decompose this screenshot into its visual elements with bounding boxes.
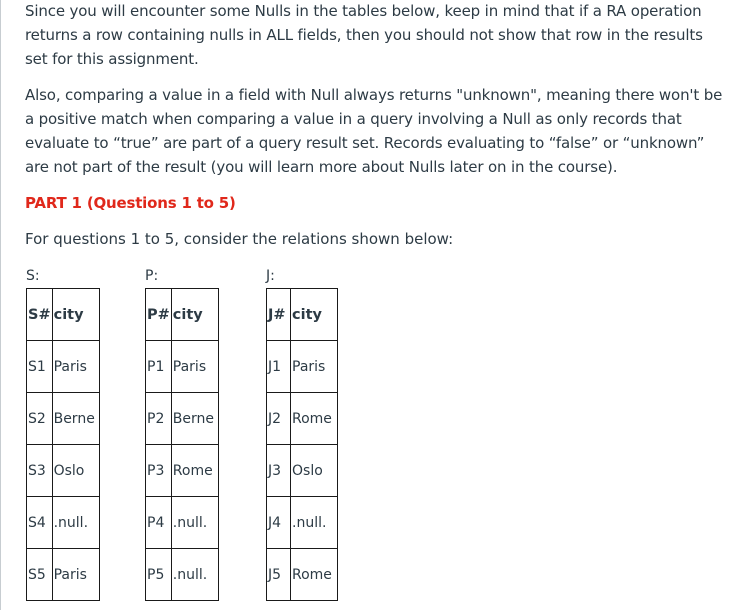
table-cell: S4	[27, 497, 53, 549]
column-header: city	[52, 289, 99, 341]
table-cell: Oslo	[291, 445, 338, 497]
relation-label-s: S:	[26, 268, 40, 284]
table-row	[146, 445, 219, 497]
table-cell: Paris	[52, 549, 99, 601]
table-cell: .null.	[291, 497, 338, 549]
paragraph-nulls-compare: Also, comparing a value in a field with Null always returns "unknown", meaning there won't be a positive match when comparing a value in a query involving a Null as only records that evaluate to “true” are part of a query result set. Records evaluating to “false” or “unknown” are not part of the result (you will learn more about Nulls later on in the course).	[25, 86, 723, 176]
column-header: S#	[27, 289, 53, 341]
table-row	[267, 497, 338, 549]
table-row	[146, 497, 219, 549]
table-cell: Rome	[291, 549, 338, 601]
table-row	[267, 393, 338, 445]
table-row	[27, 393, 100, 445]
column-header: city	[291, 289, 338, 341]
column-header: city	[171, 289, 218, 341]
table-cell: .null.	[52, 497, 99, 549]
table-row	[146, 341, 219, 393]
table-cell: J5	[267, 549, 291, 601]
table-cell: S5	[27, 549, 53, 601]
table-cell: Oslo	[52, 445, 99, 497]
table-cell: P3	[146, 445, 172, 497]
relation-table-p	[145, 288, 219, 601]
table-row	[27, 341, 100, 393]
table-header-row	[146, 289, 219, 341]
questions-intro: For questions 1 to 5, consider the relations shown below:	[25, 230, 454, 248]
relation-label-j: J:	[266, 268, 275, 284]
table-cell: S2	[27, 393, 53, 445]
table-cell: .null.	[171, 497, 218, 549]
table-cell: Rome	[291, 393, 338, 445]
part-heading: PART 1 (Questions 1 to 5)	[25, 194, 236, 212]
table-cell: S1	[27, 341, 53, 393]
column-header: J#	[267, 289, 291, 341]
table-cell: J2	[267, 393, 291, 445]
table-cell: S3	[27, 445, 53, 497]
paragraph-nulls-rows: Since you will encounter some Nulls in the tables below, keep in mind that if a RA operation returns a row containing nulls in ALL fields, then you should not show that row in the results set for this assignment.	[25, 2, 703, 68]
table-cell: Paris	[52, 341, 99, 393]
table-header-row	[27, 289, 100, 341]
relation-table-s	[26, 288, 100, 601]
table-cell: P4	[146, 497, 172, 549]
table-cell: P5	[146, 549, 172, 601]
table-cell: P1	[146, 341, 172, 393]
table-row	[146, 393, 219, 445]
table-row	[27, 549, 100, 601]
table-cell: J1	[267, 341, 291, 393]
relation-table-j	[266, 288, 338, 601]
table-row	[146, 549, 219, 601]
table-cell: Berne	[171, 393, 218, 445]
table-header-row	[267, 289, 338, 341]
table-row	[267, 445, 338, 497]
table-cell: Berne	[52, 393, 99, 445]
table-row	[27, 445, 100, 497]
table-row	[267, 341, 338, 393]
relation-label-p: P:	[145, 268, 159, 284]
table-cell: Rome	[171, 445, 218, 497]
table-cell: P2	[146, 393, 172, 445]
table-row	[267, 549, 338, 601]
table-cell: Paris	[171, 341, 218, 393]
left-border	[0, 0, 1, 610]
column-header: P#	[146, 289, 172, 341]
table-row	[27, 497, 100, 549]
table-cell: .null.	[171, 549, 218, 601]
table-cell: J4	[267, 497, 291, 549]
table-cell: J3	[267, 445, 291, 497]
table-cell: Paris	[291, 341, 338, 393]
